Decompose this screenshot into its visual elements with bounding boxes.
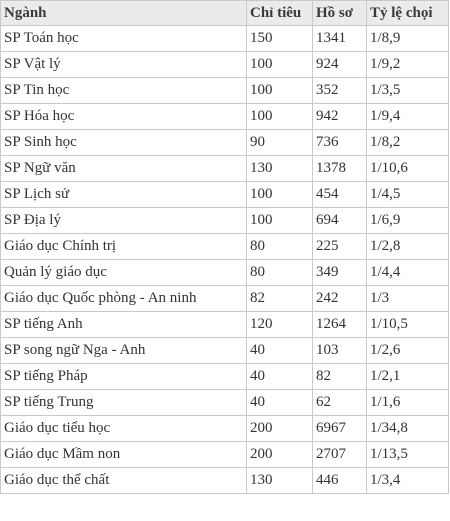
table-row — [1, 26, 449, 52]
table-row — [1, 208, 449, 234]
header-ho-so: Hồ sơ — [313, 1, 367, 26]
cell-ho-so: 1341 — [313, 26, 367, 52]
cell-ty-le-choi: 1/2,8 — [367, 234, 449, 260]
cell-nganh: SP Hóa học — [1, 104, 247, 130]
cell-ty-le-choi: 1/9,2 — [367, 52, 449, 78]
table-row — [1, 104, 449, 130]
cell-ho-so: 2707 — [313, 442, 367, 468]
cell-ty-le-choi: 1/3,5 — [367, 78, 449, 104]
cell-chi-tieu: 200 — [247, 416, 313, 442]
cell-ho-so: 225 — [313, 234, 367, 260]
cell-nganh: Giáo dục Quốc phòng - An ninh — [1, 286, 247, 312]
table-row — [1, 130, 449, 156]
cell-ty-le-choi: 1/10,6 — [367, 156, 449, 182]
cell-ho-so: 924 — [313, 52, 367, 78]
cell-chi-tieu: 80 — [247, 260, 313, 286]
cell-ho-so: 349 — [313, 260, 367, 286]
cell-ty-le-choi: 1/10,5 — [367, 312, 449, 338]
table-row — [1, 468, 449, 494]
cell-ho-so: 1264 — [313, 312, 367, 338]
cell-chi-tieu: 100 — [247, 182, 313, 208]
header-chi-tieu: Chỉ tiêu — [247, 1, 313, 26]
cell-nganh: SP Toán học — [1, 26, 247, 52]
table-row — [1, 338, 449, 364]
cell-ty-le-choi: 1/2,6 — [367, 338, 449, 364]
cell-ty-le-choi: 1/1,6 — [367, 390, 449, 416]
cell-ho-so: 454 — [313, 182, 367, 208]
table-row — [1, 156, 449, 182]
table-row — [1, 416, 449, 442]
cell-ho-so: 352 — [313, 78, 367, 104]
header-nganh: Ngành — [1, 1, 247, 26]
cell-nganh: Giáo dục tiểu học — [1, 416, 247, 442]
cell-nganh: SP Sinh học — [1, 130, 247, 156]
cell-nganh: SP Tin học — [1, 78, 247, 104]
cell-nganh: Giáo dục Mầm non — [1, 442, 247, 468]
table-row — [1, 312, 449, 338]
cell-ty-le-choi: 1/8,9 — [367, 26, 449, 52]
cell-ho-so: 736 — [313, 130, 367, 156]
table-row — [1, 78, 449, 104]
cell-chi-tieu: 130 — [247, 468, 313, 494]
cell-chi-tieu: 40 — [247, 338, 313, 364]
table-row — [1, 52, 449, 78]
cell-ho-so: 446 — [313, 468, 367, 494]
cell-nganh: SP tiếng Anh — [1, 312, 247, 338]
cell-nganh: Giáo dục thể chất — [1, 468, 247, 494]
cell-chi-tieu: 90 — [247, 130, 313, 156]
cell-chi-tieu: 100 — [247, 52, 313, 78]
cell-ty-le-choi: 1/4,4 — [367, 260, 449, 286]
cell-nganh: SP Lịch sử — [1, 182, 247, 208]
cell-ty-le-choi: 1/8,2 — [367, 130, 449, 156]
cell-chi-tieu: 200 — [247, 442, 313, 468]
cell-chi-tieu: 130 — [247, 156, 313, 182]
cell-ty-le-choi: 1/4,5 — [367, 182, 449, 208]
cell-ty-le-choi: 1/9,4 — [367, 104, 449, 130]
cell-nganh: SP Ngữ văn — [1, 156, 247, 182]
cell-ty-le-choi: 1/2,1 — [367, 364, 449, 390]
table-header-row — [1, 1, 449, 26]
cell-ho-so: 1378 — [313, 156, 367, 182]
cell-ty-le-choi: 1/34,8 — [367, 416, 449, 442]
table-row — [1, 364, 449, 390]
cell-chi-tieu: 82 — [247, 286, 313, 312]
cell-nganh: SP tiếng Trung — [1, 390, 247, 416]
cell-chi-tieu: 100 — [247, 208, 313, 234]
cell-chi-tieu: 150 — [247, 26, 313, 52]
cell-ho-so: 942 — [313, 104, 367, 130]
table-row — [1, 442, 449, 468]
table-row — [1, 182, 449, 208]
table-row — [1, 234, 449, 260]
table-row — [1, 260, 449, 286]
cell-chi-tieu: 40 — [247, 364, 313, 390]
cell-nganh: SP song ngữ Nga - Anh — [1, 338, 247, 364]
cell-nganh: Giáo dục Chính trị — [1, 234, 247, 260]
cell-ho-so: 694 — [313, 208, 367, 234]
cell-nganh: SP tiếng Pháp — [1, 364, 247, 390]
cell-ty-le-choi: 1/13,5 — [367, 442, 449, 468]
cell-ty-le-choi: 1/3,4 — [367, 468, 449, 494]
cell-chi-tieu: 80 — [247, 234, 313, 260]
cell-nganh: SP Địa lý — [1, 208, 247, 234]
cell-ty-le-choi: 1/3 — [367, 286, 449, 312]
cell-ho-so: 62 — [313, 390, 367, 416]
cell-ho-so: 82 — [313, 364, 367, 390]
cell-ho-so: 6967 — [313, 416, 367, 442]
cell-ty-le-choi: 1/6,9 — [367, 208, 449, 234]
header-ty-le-choi: Tỷ lệ chọi — [367, 1, 449, 26]
cell-chi-tieu: 100 — [247, 104, 313, 130]
table-row — [1, 390, 449, 416]
table-row — [1, 286, 449, 312]
cell-chi-tieu: 100 — [247, 78, 313, 104]
cell-nganh: SP Vật lý — [1, 52, 247, 78]
cell-chi-tieu: 120 — [247, 312, 313, 338]
cell-ho-so: 242 — [313, 286, 367, 312]
cell-ho-so: 103 — [313, 338, 367, 364]
cell-nganh: Quản lý giáo dục — [1, 260, 247, 286]
cell-chi-tieu: 40 — [247, 390, 313, 416]
